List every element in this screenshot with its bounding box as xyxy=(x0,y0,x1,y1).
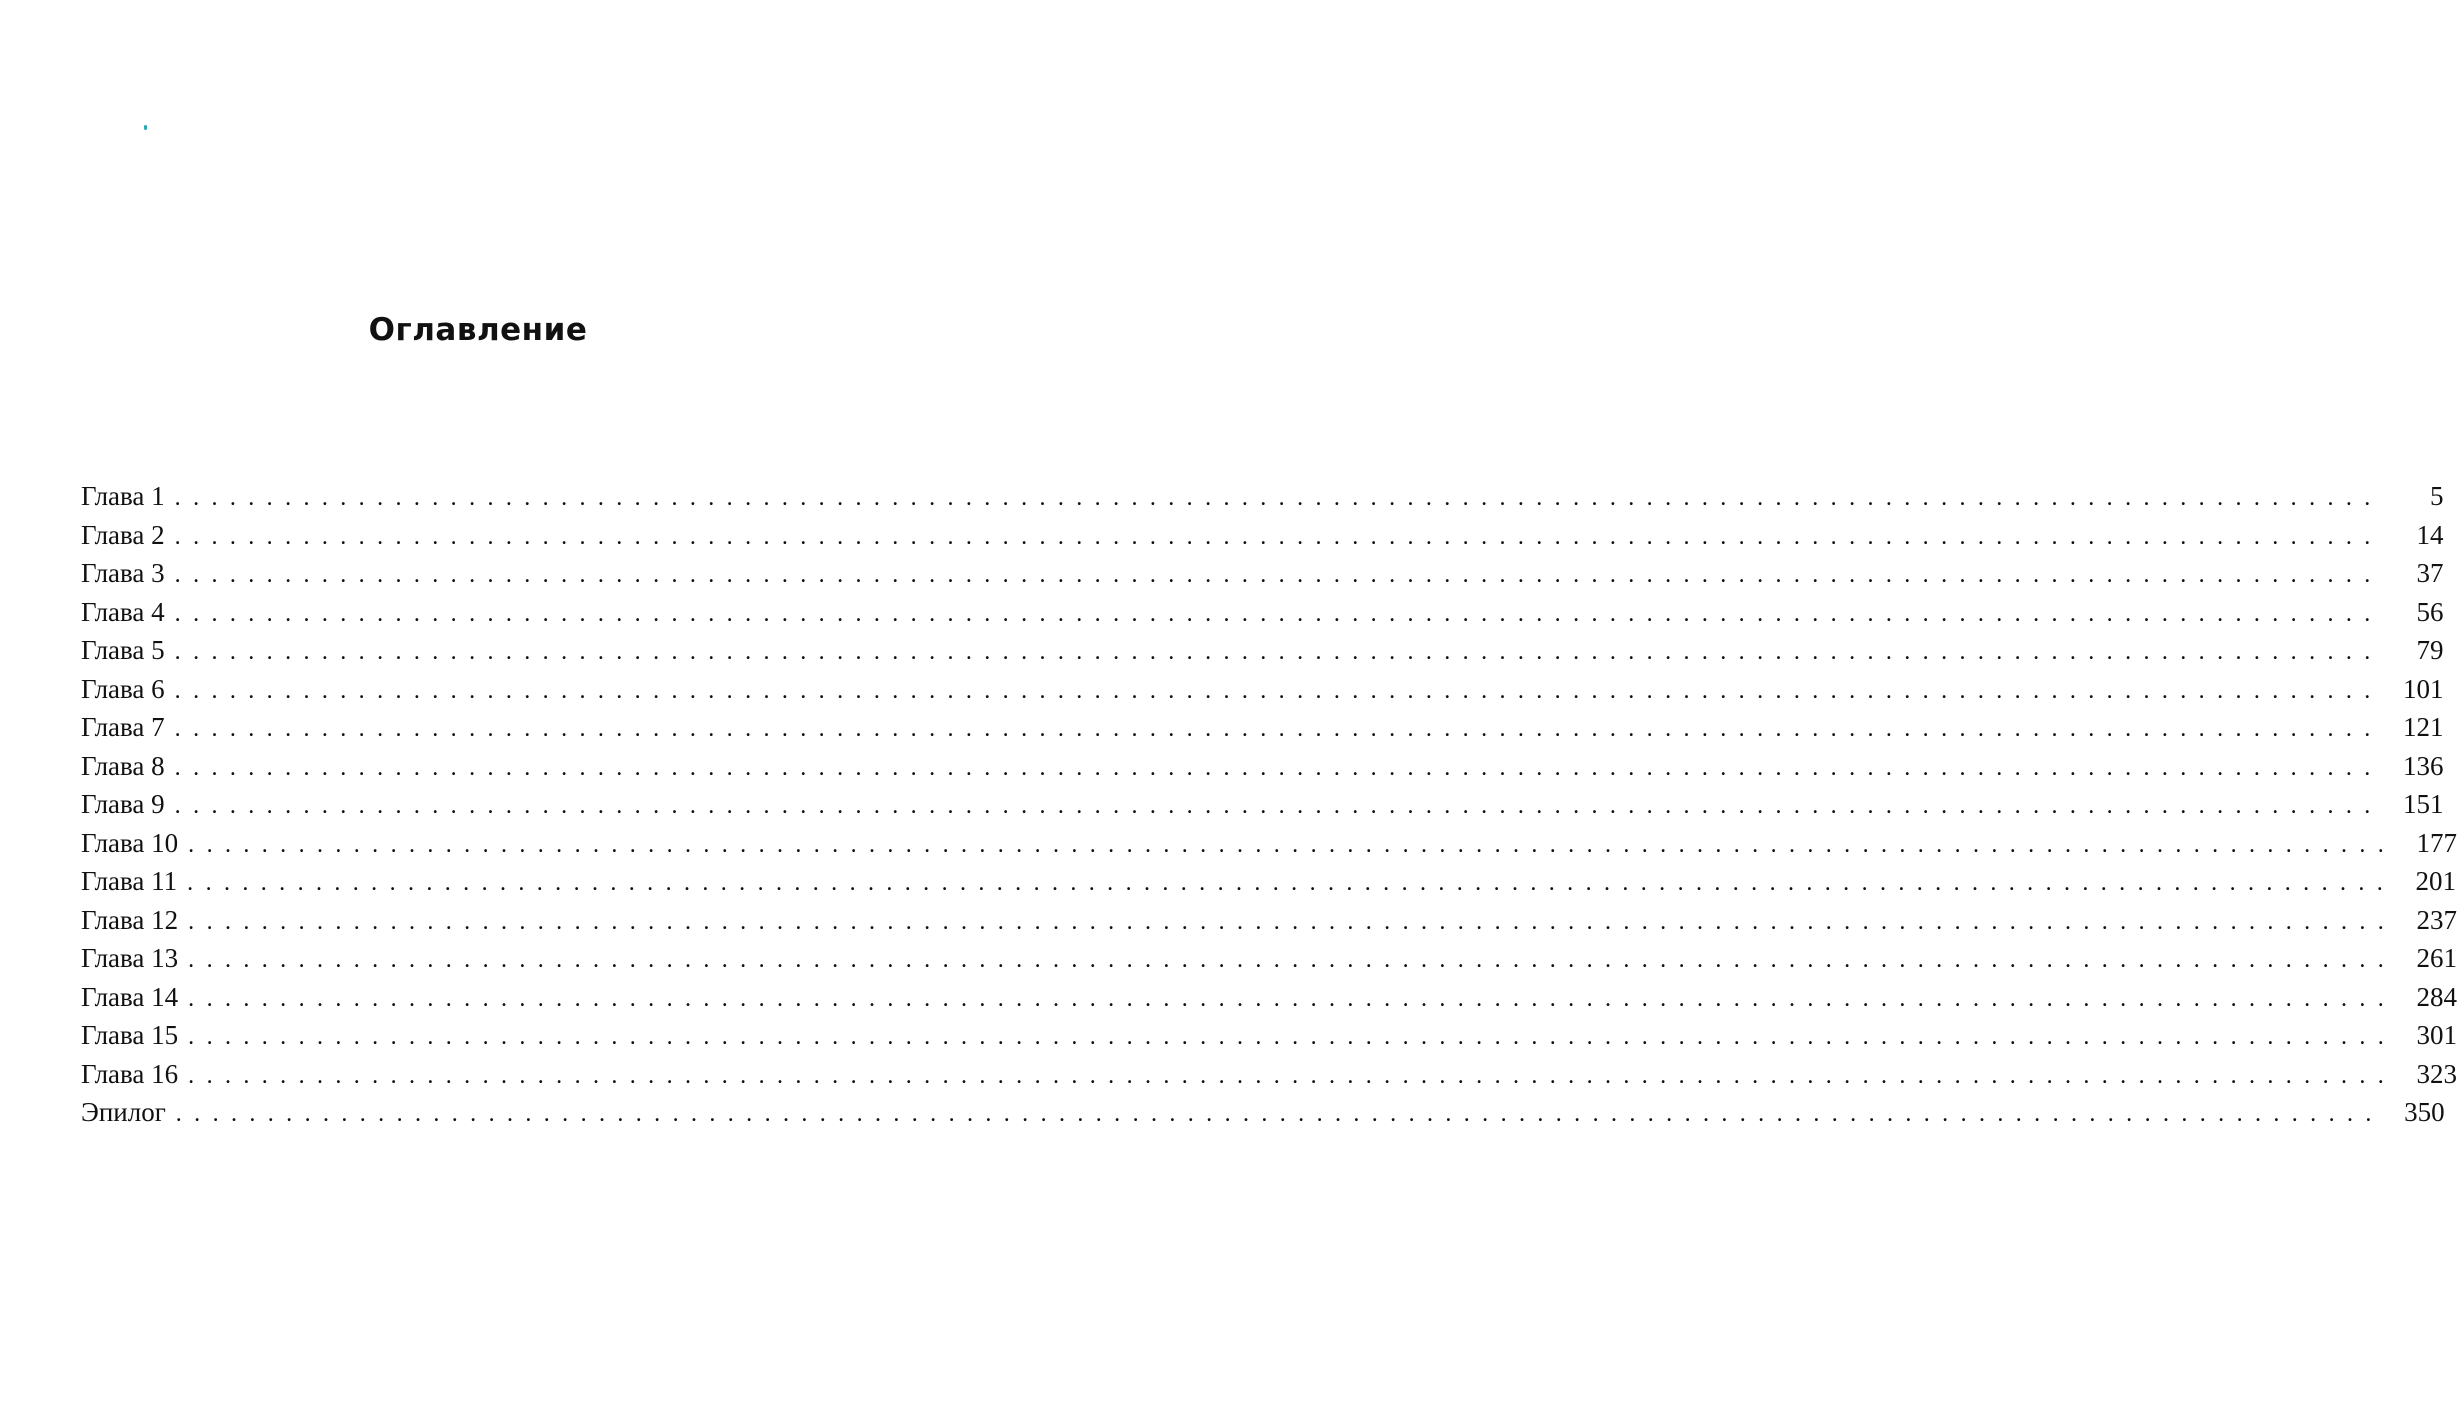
toc-entry-page-number: 177 xyxy=(2416,827,2457,858)
toc-dot-leader: . . . . . . . . . . . . . . . . . . . . . . . . . . . . . . . . . . . . . . . . . . . . . . . . . . . . . . . . . . . . . . . . . . . . . . . . . . . . . . . . . . . . . . . . . . . . . . . . . . . . . . . . . . . . . . . . . . . . . . . . xyxy=(174,639,2374,665)
toc-entry-page-number: 121 xyxy=(2402,712,2444,742)
toc-entry-label: Глава 5 xyxy=(81,635,165,665)
toc-entry-page-number: 301 xyxy=(2416,1020,2457,1050)
toc-entry-page-number: 350 xyxy=(2404,1097,2445,1127)
toc-entry xyxy=(81,901,2457,940)
toc-entry xyxy=(81,747,2444,786)
toc-entry-label: Эпилог xyxy=(81,1097,166,1127)
toc-entry xyxy=(81,670,2444,709)
toc-dot-leader: . . . . . . . . . . . . . . . . . . . . . . . . . . . . . . . . . . . . . . . . . . . . . . . . . . . . . . . . . . . . . . . . . . . . . . . . . . . . . . . . . . . . . . . . . . . . . . . . . . . . . . . . . . . . . . . . . . . . . . . . xyxy=(187,870,2386,896)
table-of-contents xyxy=(81,477,2457,1132)
toc-entry-label: Глава 7 xyxy=(81,712,165,742)
toc-entry-page-number: 14 xyxy=(2416,519,2444,550)
toc-entry xyxy=(81,862,2456,901)
toc-entry xyxy=(81,978,2457,1017)
toc-entry-label: Глава 4 xyxy=(81,596,165,627)
toc-entry-label: Глава 10 xyxy=(81,827,179,858)
toc-dot-leader: . . . . . . . . . . . . . . . . . . . . . . . . . . . . . . . . . . . . . . . . . . . . . . . . . . . . . . . . . . . . . . . . . . . . . . . . . . . . . . . . . . . . . . . . . . . . . . . . . . . . . . . . . . . . . . . . . . . . . . . . xyxy=(174,793,2374,819)
toc-entry-label: Глава 12 xyxy=(81,904,179,935)
toc-dot-leader: . . . . . . . . . . . . . . . . . . . . . . . . . . . . . . . . . . . . . . . . . . . . . . . . . . . . . . . . . . . . . . . . . . . . . . . . . . . . . . . . . . . . . . . . . . . . . . . . . . . . . . . . . . . . . . . . . . . . . . . . xyxy=(188,831,2387,858)
toc-dot-leader: . . . . . . . . . . . . . . . . . . . . . . . . . . . . . . . . . . . . . . . . . . . . . . . . . . . . . . . . . . . . . . . . . . . . . . . . . . . . . . . . . . . . . . . . . . . . . . . . . . . . . . . . . . . . . . . . . . . . . . . . xyxy=(174,523,2374,550)
toc-dot-leader: . . . . . . . . . . . . . . . . . . . . . . . . . . . . . . . . . . . . . . . . . . . . . . . . . . . . . . . . . . . . . . . . . . . . . . . . . . . . . . . . . . . . . . . . . . . . . . . . . . . . . . . . . . . . . . . . . . . . . . . . xyxy=(174,600,2374,627)
toc-entry-page-number: 323 xyxy=(2416,1058,2457,1089)
toc-dot-leader: . . . . . . . . . . . . . . . . . . . . . . . . . . . . . . . . . . . . . . . . . . . . . . . . . . . . . . . . . . . . . . . . . . . . . . . . . . . . . . . . . . . . . . . . . . . . . . . . . . . . . . . . . . . . . . . . . . . . . . . . xyxy=(188,947,2387,973)
toc-entry-page-number: 237 xyxy=(2416,904,2457,935)
toc-entry-label: Глава 11 xyxy=(81,866,178,896)
toc-dot-leader: . . . . . . . . . . . . . . . . . . . . . . . . . . . . . . . . . . . . . . . . . . . . . . . . . . . . . . . . . . . . . . . . . . . . . . . . . . . . . . . . . . . . . . . . . . . . . . . . . . . . . . . . . . . . . . . . . . . . . . . . xyxy=(174,677,2374,704)
toc-dot-leader: . . . . . . . . . . . . . . . . . . . . . . . . . . . . . . . . . . . . . . . . . . . . . . . . . . . . . . . . . . . . . . . . . . . . . . . . . . . . . . . . . . . . . . . . . . . . . . . . . . . . . . . . . . . . . . . . . . . . . . . . xyxy=(188,1062,2387,1089)
toc-dot-leader: . . . . . . . . . . . . . . . . . . . . . . . . . . . . . . . . . . . . . . . . . . . . . . . . . . . . . . . . . . . . . . . . . . . . . . . . . . . . . . . . . . . . . . . . . . . . . . . . . . . . . . . . . . . . . . . . . . . . . . . . xyxy=(188,908,2387,935)
toc-entry-page-number: 136 xyxy=(2402,750,2444,781)
toc-dot-leader: . . . . . . . . . . . . . . . . . . . . . . . . . . . . . . . . . . . . . . . . . . . . . . . . . . . . . . . . . . . . . . . . . . . . . . . . . . . . . . . . . . . . . . . . . . . . . . . . . . . . . . . . . . . . . . . . . . . . . . . . xyxy=(188,985,2387,1012)
toc-entry xyxy=(81,785,2444,824)
toc-entry-label: Глава 16 xyxy=(81,1058,179,1089)
toc-entry-page-number: 261 xyxy=(2416,943,2457,973)
toc-entry xyxy=(81,1016,2457,1055)
toc-dot-leader: . . . . . . . . . . . . . . . . . . . . . . . . . . . . . . . . . . . . . . . . . . . . . . . . . . . . . . . . . . . . . . . . . . . . . . . . . . . . . . . . . . . . . . . . . . . . . . . . . . . . . . . . . . . . . . . . . . . . . . . . xyxy=(174,562,2374,588)
page-title: Оглавление xyxy=(368,312,588,348)
toc-entry-label: Глава 14 xyxy=(81,981,179,1012)
toc-entry xyxy=(81,708,2444,747)
toc-dot-leader: . . . . . . . . . . . . . . . . . . . . . . . . . . . . . . . . . . . . . . . . . . . . . . . . . . . . . . . . . . . . . . . . . . . . . . . . . . . . . . . . . . . . . . . . . . . . . . . . . . . . . . . . . . . . . . . . . . . . . . . . xyxy=(174,716,2374,742)
toc-entry-label: Глава 8 xyxy=(81,750,165,781)
toc-entry xyxy=(81,1093,2445,1132)
toc-dot-leader: . . . . . . . . . . . . . . . . . . . . . . . . . . . . . . . . . . . . . . . . . . . . . . . . . . . . . . . . . . . . . . . . . . . . . . . . . . . . . . . . . . . . . . . . . . . . . . . . . . . . . . . . . . . . . . . . . . . . . . . . xyxy=(174,754,2374,781)
toc-entry-page-number: 151 xyxy=(2402,789,2444,819)
toc-entry-label: Глава 13 xyxy=(81,943,179,973)
toc-entry-page-number: 201 xyxy=(2415,866,2456,896)
toc-entry-label: Глава 15 xyxy=(81,1020,179,1050)
toc-entry-page-number: 101 xyxy=(2402,673,2444,704)
toc-entry-label: Глава 2 xyxy=(81,519,165,550)
toc-entry-label: Глава 9 xyxy=(81,789,165,819)
toc-entry-page-number: 5 xyxy=(2429,481,2444,511)
toc-entry-page-number: 56 xyxy=(2416,596,2444,627)
toc-entry xyxy=(81,939,2457,978)
toc-entry xyxy=(81,1055,2457,1094)
ink-speck xyxy=(144,125,147,130)
toc-entry-label: Глава 6 xyxy=(81,673,165,704)
toc-dot-leader: . . . . . . . . . . . . . . . . . . . . . . . . . . . . . . . . . . . . . . . . . . . . . . . . . . . . . . . . . . . . . . . . . . . . . . . . . . . . . . . . . . . . . . . . . . . . . . . . . . . . . . . . . . . . . . . . . . . . . . . . xyxy=(188,1024,2387,1050)
toc-dot-leader: . . . . . . . . . . . . . . . . . . . . . . . . . . . . . . . . . . . . . . . . . . . . . . . . . . . . . . . . . . . . . . . . . . . . . . . . . . . . . . . . . . . . . . . . . . . . . . . . . . . . . . . . . . . . . . . . . . . . . . . . xyxy=(175,1101,2375,1127)
toc-entry-page-number: 37 xyxy=(2416,558,2444,588)
toc-entry xyxy=(81,593,2444,632)
toc-dot-leader: . . . . . . . . . . . . . . . . . . . . . . . . . . . . . . . . . . . . . . . . . . . . . . . . . . . . . . . . . . . . . . . . . . . . . . . . . . . . . . . . . . . . . . . . . . . . . . . . . . . . . . . . . . . . . . . . . . . . . . . . xyxy=(174,485,2374,511)
toc-entry-page-number: 284 xyxy=(2416,981,2457,1012)
toc-entry xyxy=(81,824,2457,863)
toc-entry xyxy=(81,477,2444,516)
toc-entry-label: Глава 1 xyxy=(81,481,165,511)
toc-entry xyxy=(81,631,2444,670)
toc-entry-page-number: 79 xyxy=(2416,635,2444,665)
toc-entry-label: Глава 3 xyxy=(81,558,165,588)
toc-entry xyxy=(81,516,2444,555)
toc-entry xyxy=(81,554,2444,593)
